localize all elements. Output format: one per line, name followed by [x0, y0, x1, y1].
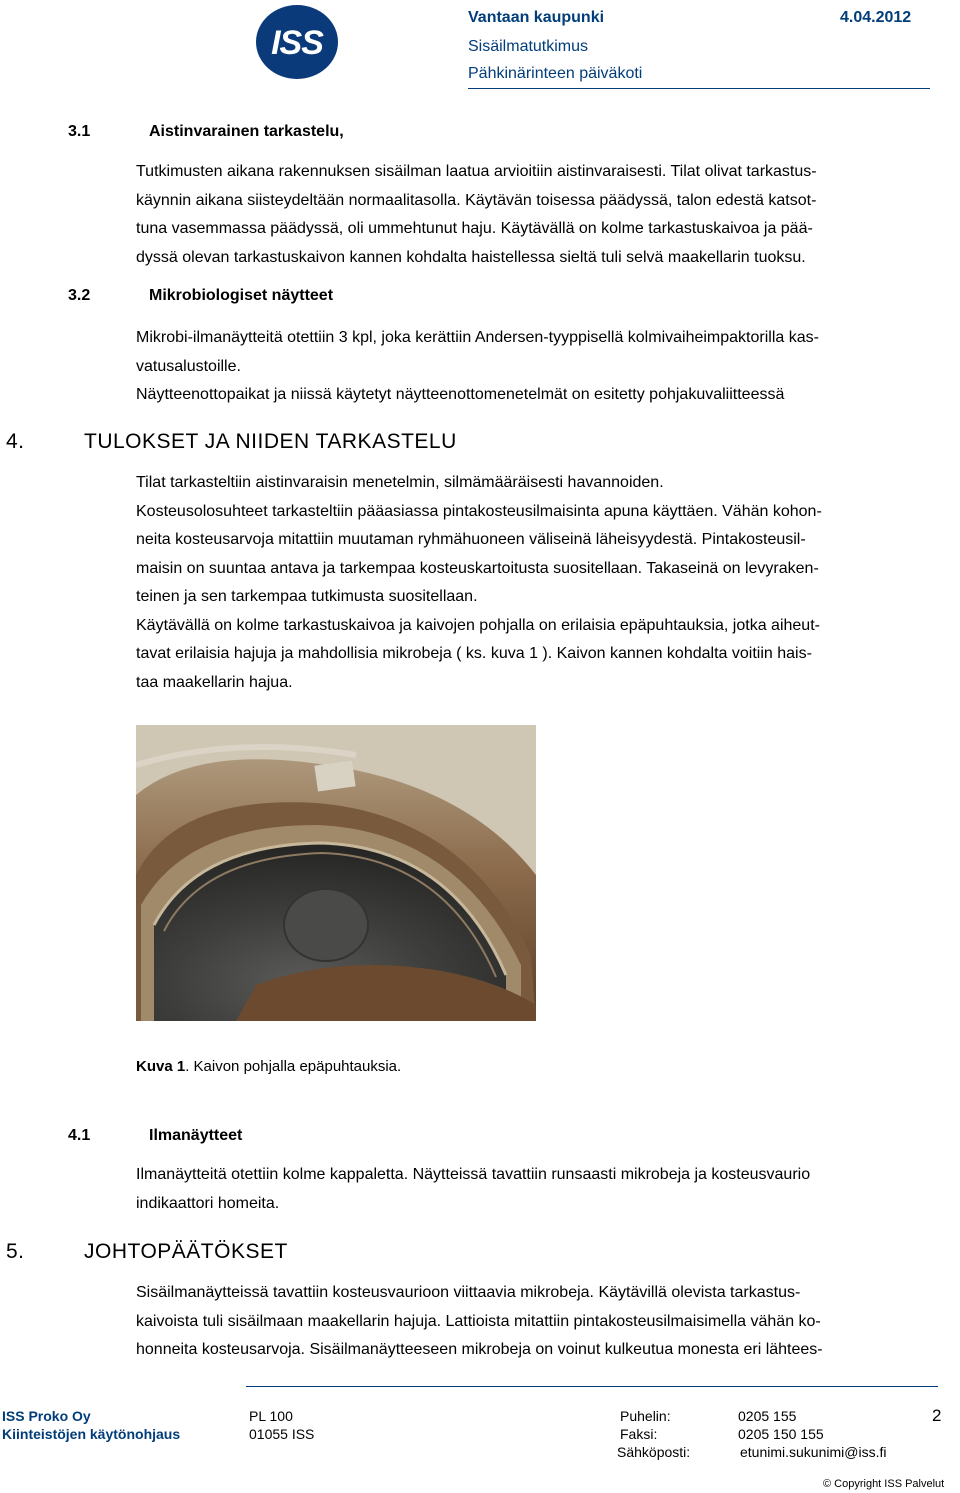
paragraph-line: indikaattori homeita. — [136, 1194, 280, 1212]
chapter-title: JOHTOPÄÄTÖKSET — [84, 1240, 288, 1263]
svg-text:ISS: ISS — [271, 24, 323, 62]
section-title: Ilmanäytteet — [149, 1127, 243, 1144]
header-doc-type: Sisäilmatutkimus — [468, 38, 589, 55]
paragraph-line: Mikrobi-ilmanäytteitä otettiin 3 kpl, joka kerättiin Andersen-tyyppisellä kolmivaiheimpaktorilla kas- — [136, 329, 819, 346]
paragraph-line: teinen ja sen tarkempaa tutkimusta suositellaan. — [136, 588, 478, 605]
footer-email: etunimi.sukunimi@iss.fi — [740, 1444, 887, 1460]
footer-phone-label: Puhelin: — [620, 1408, 671, 1424]
footer-divider — [246, 1386, 938, 1387]
header-date: 4.04.2012 — [840, 9, 912, 26]
header-site: Pähkinärinteen päiväkoti — [468, 65, 643, 82]
section-paragraph — [136, 1161, 936, 1218]
section-number: 3.1 — [68, 123, 91, 140]
section-number: 4.1 — [68, 1127, 91, 1144]
footer-email-label: Sähköposti: — [617, 1444, 691, 1460]
section-paragraph — [136, 469, 936, 697]
manhole-photo — [136, 725, 536, 1021]
paragraph-line: Käytävällä on kolme tarkastuskaivoa ja kaivojen pohjalla on erilaisia epäpuhtauksia, jotka aiheut- — [136, 616, 820, 634]
chapter-title: TULOKSET JA NIIDEN TARKASTELU — [84, 430, 457, 453]
section-title: Mikrobiologiset näytteet — [149, 287, 334, 304]
chapter-number: 4. — [6, 430, 25, 453]
section-number: 3.2 — [68, 287, 91, 304]
copyright: © Copyright ISS Palvelut — [823, 1478, 945, 1490]
paragraph-line: taa maakellarin hajua. — [136, 673, 293, 691]
caption-text: . Kaivon pohjalla epäpuhtauksia. — [185, 1058, 402, 1075]
footer-phone: 0205 155 — [738, 1408, 797, 1424]
section-title: Aistinvarainen tarkastelu, — [149, 123, 344, 140]
chapter-number: 5. — [6, 1240, 25, 1263]
page-number: 2 — [932, 1406, 942, 1425]
footer-company: ISS Proko Oy — [2, 1408, 91, 1424]
paragraph-line: käynnin aikana siisteydeltään normaalitasolla. Käytävän toisessa päädyssä, talon edestä katsot- — [136, 191, 817, 209]
footer-pobox: PL 100 — [249, 1408, 293, 1424]
paragraph-line: Tilat tarkasteltiin aistinvaraisin menetelmin, silmämääräisesti havannoiden. — [136, 474, 664, 491]
section-paragraph — [136, 158, 936, 272]
paragraph-line: kaivoista tuli sisäilmaan maakellarin hajuja. Lattioista mitattiin pintakosteusilmaisimella vähän ko- — [136, 1312, 821, 1330]
paragraph-line: Ilmanäytteitä otettiin kolme kappaletta. Näytteissä tavattiin runsaasti mikrobeja ja kosteusvaurio — [136, 1166, 811, 1183]
paragraph-line: tuna vasemmassa päädyssä, oli ummehtunut haju. Käytävällä on kolme tarkastuskaivoa ja pää- — [136, 220, 813, 237]
paragraph-line: neita kosteusarvoja mitattiin muutaman ryhmähuoneen väliseinä läheisyydestä. Pintakosteusil- — [136, 531, 806, 548]
caption-label: Kuva 1 — [136, 1058, 186, 1075]
paragraph-line: tavat erilaisia hajuja ja mahdollisia mikrobeja ( ks. kuva 1 ). Kaivon kannen kohdalta voitiin hais- — [136, 645, 812, 662]
paragraph-line: Tutkimusten aikana rakennuksen sisäilman laatua arvioitiin aistinvaraisesti. Tilat olivat tarkastus- — [136, 163, 817, 180]
footer-fax: 0205 150 155 — [738, 1426, 824, 1442]
footer-department: Kiinteistöjen käytönohjaus — [2, 1426, 181, 1442]
section-paragraph — [136, 324, 936, 410]
iss-logo — [255, 4, 339, 80]
paragraph-line: vatusalustoille. — [136, 357, 241, 375]
paragraph-line: dyssä olevan tarkastuskaivon kannen kohdalta haistellessa sieltä tuli selvä maakellarin tuoksu. — [136, 248, 806, 266]
footer-fax-label: Faksi: — [620, 1426, 658, 1442]
footer-postal: 01055 ISS — [249, 1426, 315, 1442]
paragraph-line: Kosteusolosuhteet tarkasteltiin pääasiassa pintakosteusilmaisinta apuna käyttäen. Vähän kohon- — [136, 502, 822, 520]
paragraph-line: Näytteenottopaikat ja niissä käytetyt näytteenottomenetelmät on esitetty pohjakuvaliitteessä — [136, 386, 785, 403]
paragraph-line: maisin on suuntaa antava ja tarkempaa kosteuskartoitusta suositellaan. Takaseinä on levyraken- — [136, 559, 819, 577]
paragraph-line: Sisäilmanäytteissä tavattiin kosteusvaurioon viittaavia mikrobeja. Käytävillä olevista tarkastus- — [136, 1284, 801, 1301]
header-org: Vantaan kaupunki — [468, 9, 605, 26]
figure-caption — [136, 1058, 401, 1075]
section-paragraph — [136, 1279, 936, 1365]
header-divider — [468, 88, 930, 89]
paragraph-line: honneita kosteusarvoja. Sisäilmanäytteeseen mikrobeja on voinut kulkeutua monesta eri lähtees- — [136, 1341, 823, 1358]
